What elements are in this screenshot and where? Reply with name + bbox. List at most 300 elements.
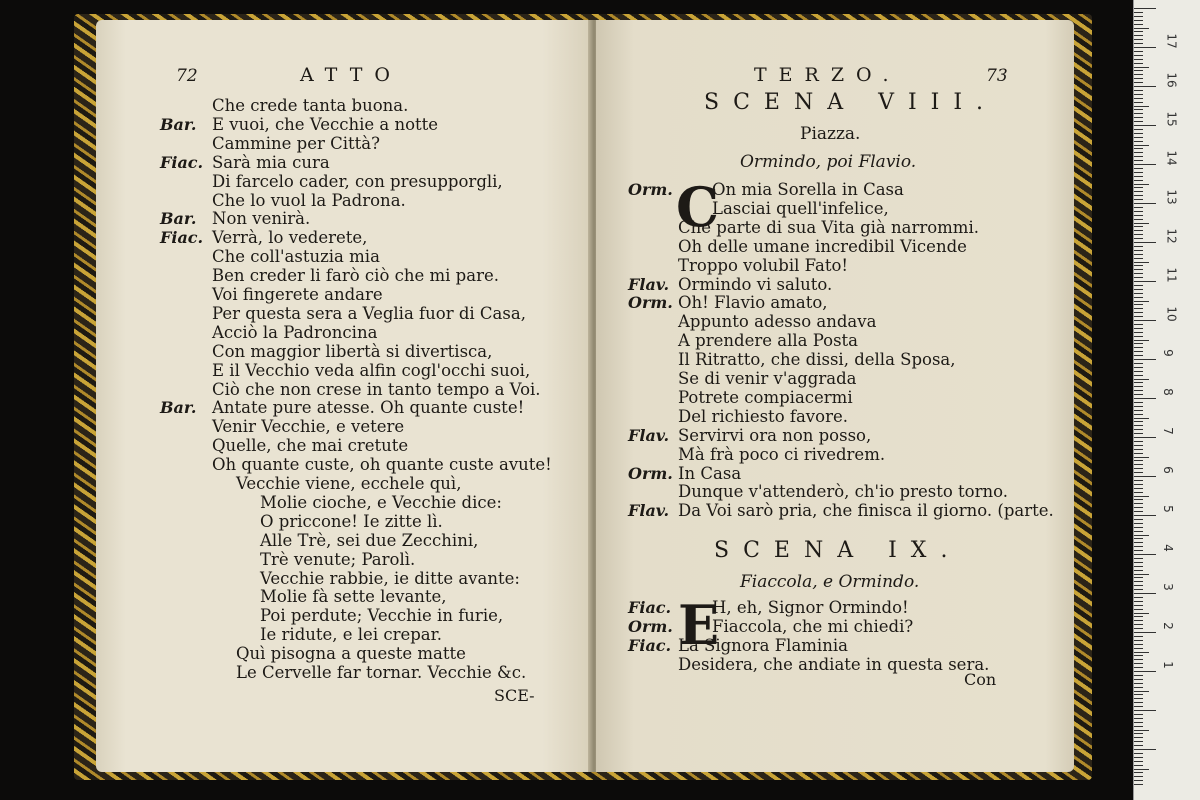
- ruler-tick: [1134, 620, 1143, 621]
- ruler-tick: [1134, 172, 1143, 173]
- ruler-tick: [1134, 336, 1143, 337]
- ruler-tick: [1134, 464, 1143, 465]
- ruler-tick: [1134, 694, 1143, 695]
- verse-line: Che coll'astuzia mia: [212, 247, 380, 267]
- ruler-tick: [1134, 605, 1143, 606]
- ruler-tick: [1134, 538, 1143, 539]
- ruler-tick: [1134, 613, 1149, 614]
- catchword-right: Con: [964, 670, 997, 689]
- ruler-number: 4: [1160, 544, 1175, 552]
- ruler-tick: [1134, 480, 1143, 481]
- verse-line: Ben creder li farò ciò che mi pare.: [212, 266, 499, 286]
- ruler-tick: [1134, 776, 1143, 777]
- verse-line: Voi fingerete andare: [212, 285, 383, 304]
- ruler-tick: [1134, 141, 1143, 142]
- ruler-number: 7: [1160, 427, 1175, 435]
- speaker-label: Bar.: [160, 398, 197, 418]
- ruler-tick: [1134, 332, 1143, 333]
- speaker-label: Bar.: [160, 209, 197, 229]
- ruler-tick: [1134, 772, 1143, 773]
- verse-line: Oh delle umane incredibil Vicende: [678, 236, 967, 256]
- scene-title-viii: SCENA VIII.: [704, 90, 998, 115]
- ruler-tick: [1134, 269, 1143, 270]
- ruler-tick: [1134, 570, 1143, 571]
- speaker-label: Flav.: [628, 274, 670, 294]
- ruler-tick: [1134, 301, 1149, 302]
- ruler-tick: [1134, 379, 1149, 380]
- ruler-tick: [1134, 109, 1143, 110]
- ruler-tick: [1134, 211, 1143, 212]
- ruler-tick: [1134, 328, 1143, 329]
- verse-line: Alle Trè, sei due Zecchini,: [260, 530, 479, 550]
- verse-line: Quì pisogna a queste matte: [236, 644, 466, 664]
- ruler-tick: [1134, 632, 1156, 633]
- speaker-label: Orm.: [628, 180, 673, 199]
- ruler-tick: [1134, 43, 1143, 44]
- verse-line: Desidera, che andiate in questa sera.: [678, 654, 990, 674]
- ruler-tick: [1134, 31, 1143, 32]
- ruler-tick: [1134, 554, 1156, 555]
- ruler-number: 16: [1164, 72, 1179, 88]
- ruler-tick: [1134, 589, 1143, 590]
- ruler-tick: [1134, 234, 1143, 235]
- speaker-label: Orm.: [628, 293, 673, 313]
- ruler-tick: [1134, 363, 1143, 364]
- ruler-tick: [1134, 308, 1143, 309]
- ruler-tick: [1134, 273, 1143, 274]
- speaker-label: Bar.: [160, 114, 197, 134]
- verse-line: Dunque v'attenderò, ch'io presto torno.: [678, 482, 1008, 502]
- ruler-tick: [1134, 59, 1143, 60]
- ruler-tick: [1134, 655, 1143, 656]
- ruler-tick: [1134, 730, 1149, 731]
- running-head-right: TERZO.: [754, 64, 901, 86]
- ruler-tick: [1134, 35, 1143, 36]
- verse-line: Potrete compiacermi: [678, 387, 853, 407]
- ruler-tick: [1134, 355, 1143, 356]
- ruler-tick: [1134, 488, 1143, 489]
- ruler-tick: [1134, 203, 1156, 204]
- ruler-tick: [1134, 262, 1149, 263]
- ruler-tick: [1134, 242, 1156, 243]
- ruler-tick: [1134, 137, 1143, 138]
- ruler-tick: [1134, 577, 1143, 578]
- ruler-tick: [1134, 472, 1143, 473]
- ruler-tick: [1134, 624, 1143, 625]
- ruler-tick: [1134, 277, 1143, 278]
- ruler-tick: [1134, 55, 1143, 56]
- ruler-number: 3: [1160, 583, 1175, 591]
- ruler-tick: [1134, 531, 1143, 532]
- ruler-tick: [1134, 476, 1156, 477]
- verse-line: Ie ridute, e lei crepar.: [260, 625, 442, 645]
- ruler-tick: [1134, 449, 1143, 450]
- ruler-tick: [1134, 102, 1143, 103]
- verse-line: Fiaccola, che mi chiedi?: [712, 616, 914, 636]
- ruler-number: 6: [1160, 466, 1175, 474]
- ruler-tick: [1134, 457, 1149, 458]
- ruler-tick: [1134, 753, 1143, 754]
- ruler-tick: [1134, 644, 1143, 645]
- ruler-tick: [1134, 722, 1143, 723]
- ruler-tick: [1134, 316, 1143, 317]
- ruler-tick: [1134, 402, 1143, 403]
- ruler-tick: [1134, 733, 1143, 734]
- ruler-tick: [1134, 437, 1156, 438]
- ruler-tick: [1134, 47, 1156, 48]
- ruler-tick: [1134, 39, 1143, 40]
- ruler-tick: [1134, 601, 1143, 602]
- verse-line: Con maggior libertà si divertisca,: [212, 341, 493, 361]
- ruler-tick: [1134, 324, 1143, 325]
- ruler-tick: [1134, 184, 1149, 185]
- ruler-tick: [1134, 702, 1143, 703]
- running-head-left: ATTO: [300, 64, 402, 86]
- ruler-tick: [1134, 70, 1143, 71]
- ruler-tick: [1134, 106, 1149, 107]
- scene-characters-ix: Fiaccola, e Ormindo.: [740, 572, 920, 592]
- ruler-tick: [1134, 67, 1149, 68]
- ruler-tick: [1134, 304, 1143, 305]
- verse-line: Trè venute; Parolì.: [260, 549, 416, 569]
- ruler-tick: [1134, 679, 1143, 680]
- ruler-tick: [1134, 226, 1143, 227]
- ruler-tick: [1134, 246, 1143, 247]
- ruler-tick: [1134, 78, 1143, 79]
- ruler-tick: [1134, 258, 1143, 259]
- ruler-tick: [1134, 507, 1143, 508]
- verse-line: Oh! Flavio amato,: [678, 293, 828, 313]
- ruler-tick: [1134, 433, 1143, 434]
- verse-line: Ormindo vi saluto.: [678, 274, 833, 294]
- ruler-tick: [1134, 371, 1143, 372]
- ruler-tick: [1134, 63, 1143, 64]
- ruler-tick: [1134, 515, 1156, 516]
- ruler-tick: [1134, 281, 1156, 282]
- ruler-tick: [1134, 460, 1143, 461]
- verse-line: Vecchie viene, ecchele quì,: [236, 474, 462, 493]
- ruler-tick: [1134, 191, 1143, 192]
- verse-line: Di farcelo cader, con presupporgli,: [212, 171, 503, 191]
- ruler-tick: [1134, 445, 1143, 446]
- ruler-tick: [1134, 609, 1143, 610]
- ruler-tick: [1134, 429, 1143, 430]
- ruler-tick: [1134, 289, 1143, 290]
- ruler-tick: [1134, 199, 1143, 200]
- verse-line: Che lo vuol la Padrona.: [212, 190, 406, 210]
- verse-line: La Signora Flaminia: [678, 635, 848, 655]
- speaker-label: Flav.: [628, 501, 670, 521]
- ruler-number: 2: [1160, 622, 1175, 630]
- verse-line: Sarà mia cura: [212, 152, 330, 172]
- ruler-tick: [1134, 640, 1143, 641]
- ruler-tick: [1134, 16, 1143, 17]
- ruler-tick: [1134, 726, 1143, 727]
- ruler-tick: [1134, 683, 1143, 684]
- ruler-tick: [1134, 156, 1143, 157]
- ruler-tick: [1134, 780, 1143, 781]
- ruler-tick: [1134, 375, 1143, 376]
- verse-line: Molie fà sette levante,: [260, 587, 447, 607]
- verse-line: Molie cioche, e Vecchie dice:: [260, 492, 502, 512]
- ruler-tick: [1134, 347, 1143, 348]
- ruler-tick: [1134, 441, 1143, 442]
- ruler-tick: [1134, 394, 1143, 395]
- ruler-tick: [1134, 113, 1143, 114]
- ruler-tick: [1134, 667, 1143, 668]
- ruler-tick: [1134, 765, 1143, 766]
- ruler-tick: [1134, 418, 1149, 419]
- ruler-tick: [1134, 297, 1143, 298]
- ruler-tick: [1134, 492, 1143, 493]
- ruler-number: 14: [1164, 150, 1179, 166]
- verse-line: E vuoi, che Vecchie a notte: [212, 114, 439, 134]
- ruler-tick: [1134, 574, 1149, 575]
- ruler-tick: [1134, 675, 1143, 676]
- ruler-tick: [1134, 51, 1143, 52]
- verse-line: Troppo volubil Fato!: [678, 255, 849, 275]
- ruler-tick: [1134, 421, 1143, 422]
- scene-characters-viii: Ormindo, poi Flavio.: [740, 152, 917, 172]
- ruler-number: 13: [1164, 189, 1179, 205]
- ruler-tick: [1134, 496, 1149, 497]
- ruler-tick: [1134, 164, 1156, 165]
- ruler-tick: [1134, 511, 1143, 512]
- scene-title-ix: SCENA IX.: [714, 538, 962, 563]
- ruler-tick: [1134, 406, 1143, 407]
- ruler-tick: [1134, 215, 1143, 216]
- verse-line: Che parte di sua Vita già narrommi.: [678, 217, 979, 237]
- ruler-tick: [1134, 82, 1143, 83]
- ruler-tick: [1134, 343, 1143, 344]
- ruler-tick: [1134, 659, 1143, 660]
- ruler-tick: [1134, 468, 1143, 469]
- ruler-tick: [1134, 340, 1149, 341]
- verse-line: E il Vecchio veda alfin cogl'occhi suoi,: [212, 360, 531, 380]
- ruler-tick: [1134, 168, 1143, 169]
- ruler-tick: [1134, 535, 1149, 536]
- verse-line: Le Cervelle far tornar. Vecchie &c.: [236, 663, 527, 682]
- ruler-tick: [1134, 94, 1143, 95]
- ruler-tick: [1134, 12, 1143, 13]
- speaker-label: Orm.: [628, 616, 673, 636]
- ruler-tick: [1134, 663, 1143, 664]
- ruler-tick: [1134, 558, 1143, 559]
- verse-line: Cammine per Città?: [212, 133, 380, 153]
- page-number-right: 73: [986, 66, 1008, 86]
- speaker-label: Orm.: [628, 463, 673, 483]
- ruler-tick: [1134, 125, 1156, 126]
- verse-line: O priccone! Ie zitte lì.: [260, 511, 443, 531]
- verse-line: Oh quante custe, oh quante custe avute!: [212, 455, 552, 475]
- ruler-tick: [1134, 207, 1143, 208]
- ruler-tick: [1134, 98, 1143, 99]
- ruler-tick: [1134, 585, 1143, 586]
- verse-line: Mà frà poco ci rivedrem.: [678, 444, 886, 464]
- ruler-tick: [1134, 187, 1143, 188]
- ruler-tick: [1134, 648, 1143, 649]
- ruler-tick: [1134, 312, 1143, 313]
- scene-place: Piazza.: [800, 124, 861, 144]
- verse-line: Venir Vecchie, e vetere: [212, 417, 405, 437]
- ruler-tick: [1134, 453, 1143, 454]
- ruler-tick: [1134, 24, 1143, 25]
- ruler-tick: [1134, 160, 1143, 161]
- ruler-tick: [1134, 757, 1143, 758]
- verse-line: Lasciai quell'infelice,: [712, 198, 889, 218]
- ruler-tick: [1134, 180, 1143, 181]
- ruler-tick: [1134, 293, 1143, 294]
- ruler-number: 5: [1160, 505, 1175, 513]
- verse-line: Che crede tanta buona.: [212, 96, 409, 115]
- ruler-tick: [1134, 503, 1143, 504]
- ruler-tick: [1134, 616, 1143, 617]
- drop-cap-e: E: [678, 593, 720, 657]
- verse-line: Servirvi ora non posso,: [678, 425, 872, 445]
- verse-line: Appunto adesso andava: [678, 312, 877, 332]
- ruler-tick: [1134, 250, 1143, 251]
- ruler-tick: [1134, 117, 1143, 118]
- ruler-tick: [1134, 74, 1143, 75]
- ruler-tick: [1134, 687, 1143, 688]
- ruler-tick: [1134, 566, 1143, 567]
- ruler-tick: [1134, 581, 1143, 582]
- verse-line: Non venirà.: [212, 209, 311, 229]
- ruler-tick: [1134, 133, 1143, 134]
- left-page: [96, 20, 592, 772]
- verse-line: Verrà, lo vederete,: [212, 228, 368, 248]
- ruler-number: 11: [1164, 267, 1179, 283]
- verse-line: A prendere alla Posta: [678, 331, 859, 351]
- speaker-label: Fiac.: [628, 635, 672, 655]
- ruler-number: 12: [1164, 228, 1179, 244]
- ruler-tick: [1134, 148, 1143, 149]
- verse-line: Poi perdute; Vecchie in furie,: [260, 606, 504, 626]
- ruler-tick: [1134, 745, 1143, 746]
- ruler-tick: [1134, 121, 1143, 122]
- ruler-tick: [1134, 636, 1143, 637]
- ruler-number: 17: [1164, 33, 1179, 49]
- ruler-tick: [1134, 761, 1143, 762]
- ruler-tick: [1134, 710, 1156, 711]
- ruler-tick: [1134, 628, 1143, 629]
- verse-line: Per questa sera a Veglia fuor di Casa,: [212, 303, 526, 323]
- verse-line: Acciò la Padroncina: [212, 322, 378, 342]
- page-number-left: 72: [176, 66, 198, 86]
- ruler-tick: [1134, 523, 1143, 524]
- ruler-tick: [1134, 691, 1149, 692]
- ruler-tick: [1134, 499, 1143, 500]
- ruler-tick: [1134, 20, 1143, 21]
- ruler-tick: [1134, 28, 1149, 29]
- verse-line: H, eh, Signor Ormindo!: [712, 598, 909, 617]
- verse-line: Del richiesto favore.: [678, 406, 848, 426]
- ruler-tick: [1134, 265, 1143, 266]
- ruler-tick: [1134, 367, 1143, 368]
- ruler-tick: [1134, 129, 1143, 130]
- drop-cap-c: C: [676, 175, 719, 239]
- ruler-tick: [1134, 784, 1143, 785]
- ruler-tick: [1134, 90, 1143, 91]
- ruler-tick: [1134, 425, 1143, 426]
- right-page: [596, 20, 1074, 772]
- verse-line: Il Ritratto, che dissi, della Sposa,: [678, 350, 956, 370]
- verse-line: Da Voi sarò pria, che finisca il giorno. (parte.: [678, 501, 1054, 521]
- catchword-left: SCE-: [494, 686, 535, 705]
- measurement-ruler: [1133, 0, 1200, 800]
- ruler-tick: [1134, 698, 1143, 699]
- ruler-tick: [1134, 145, 1149, 146]
- speaker-label: Fiac.: [160, 152, 204, 172]
- ruler-tick: [1134, 398, 1156, 399]
- ruler-tick: [1134, 519, 1143, 520]
- ruler-tick: [1134, 749, 1156, 750]
- ruler-tick: [1134, 390, 1143, 391]
- ruler-tick: [1134, 737, 1143, 738]
- speaker-label: Flav.: [628, 425, 670, 445]
- ruler-tick: [1134, 195, 1143, 196]
- ruler-tick: [1134, 706, 1143, 707]
- ruler-tick: [1134, 484, 1143, 485]
- ruler-tick: [1134, 219, 1143, 220]
- ruler-tick: [1134, 359, 1156, 360]
- ruler-tick: [1134, 238, 1143, 239]
- ruler-tick: [1134, 562, 1143, 563]
- verse-line: Quelle, che mai cretute: [212, 436, 409, 456]
- ruler-tick: [1134, 176, 1143, 177]
- speaker-label: Fiac.: [160, 228, 204, 248]
- verse-line: Vecchie rabbie, ie ditte avante:: [260, 568, 520, 588]
- ruler-tick: [1134, 593, 1156, 594]
- ruler-tick: [1134, 542, 1143, 543]
- speaker-label: Fiac.: [628, 598, 672, 617]
- ruler-tick: [1134, 382, 1143, 383]
- ruler-tick: [1134, 597, 1143, 598]
- ruler-tick: [1134, 223, 1149, 224]
- ruler-tick: [1134, 351, 1143, 352]
- ruler-tick: [1134, 152, 1143, 153]
- ruler-tick: [1134, 414, 1143, 415]
- ruler-tick: [1134, 320, 1156, 321]
- ruler-tick: [1134, 714, 1143, 715]
- ruler-tick: [1134, 285, 1143, 286]
- ruler-tick: [1134, 8, 1156, 9]
- verse-line: In Casa: [678, 463, 742, 483]
- ruler-tick: [1134, 550, 1143, 551]
- ruler-tick: [1134, 546, 1143, 547]
- ruler-tick: [1134, 254, 1143, 255]
- ruler-number: 1: [1160, 661, 1175, 669]
- verse-line: Antate pure atesse. Oh quante custe!: [212, 398, 525, 418]
- ruler-tick: [1134, 230, 1143, 231]
- ruler-number: 15: [1164, 111, 1179, 127]
- ruler-number: 10: [1164, 306, 1179, 322]
- verse-line: On mia Sorella in Casa: [712, 180, 904, 199]
- ruler-number: 8: [1160, 388, 1175, 396]
- verse-line: Se di venir v'aggrada: [678, 369, 857, 388]
- ruler-tick: [1134, 769, 1149, 770]
- ruler-tick: [1134, 718, 1143, 719]
- ruler-tick: [1134, 527, 1143, 528]
- ruler-tick: [1134, 410, 1143, 411]
- ruler-tick: [1134, 652, 1149, 653]
- ruler-tick: [1134, 741, 1143, 742]
- ruler-tick: [1134, 86, 1156, 87]
- ruler-tick: [1134, 671, 1156, 672]
- ruler-number: 9: [1160, 349, 1175, 357]
- ruler-tick: [1134, 386, 1143, 387]
- verse-line: Ciò che non crese in tanto tempo a Voi.: [212, 379, 541, 399]
